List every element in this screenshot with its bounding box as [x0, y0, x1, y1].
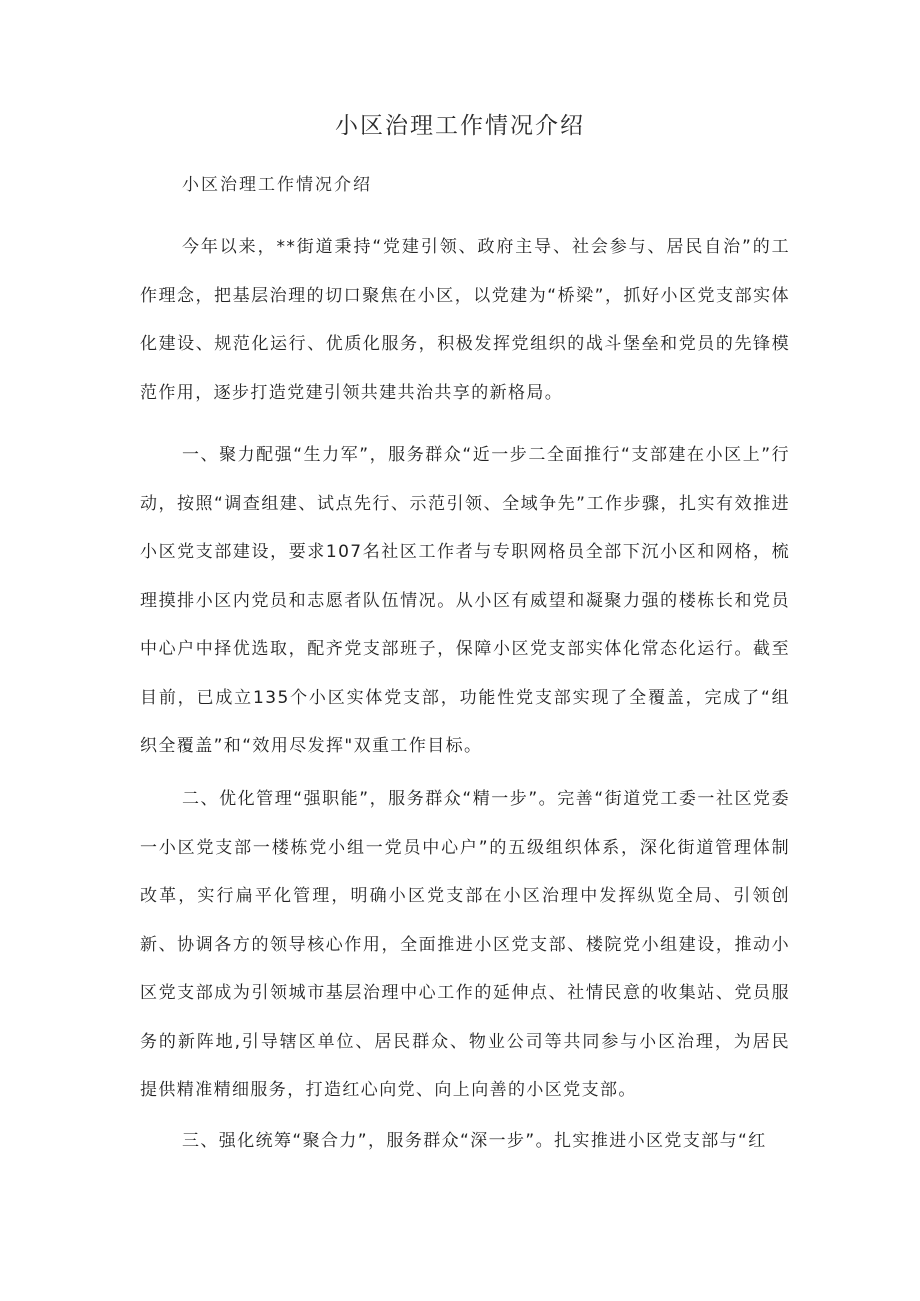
- document-title: 小区治理工作情况介绍: [335, 113, 585, 139]
- document-subtitle: 小区治理工作情况介绍: [182, 175, 372, 195]
- paragraph-intro: 今年以来，**街道秉持“党建引领、政府主导、社会参与、居民自治”的工作理念，把基层治理的切口聚焦在小区，以党建为“桥梁”，抓好小区党支部实体化建设、规范化运行、优质化服务，积极发挥党组织的战斗堡垒和党员的先锋模范作用，逐步打造党建引领共建共治共享的新格局。: [140, 237, 790, 403]
- paragraph-section-1: 一、聚力配强“生力军”，服务群众“近一步二全面推行“支部建在小区上”行动，按照“调查组建、试点先行、示范引领、全域争先”工作步骤，扎实有效推进小区党支部建设，要求107名社区工作者与专职网格员全部下沉小区和网格，梳理摸排小区内党员和志愿者队伍情况。从小区有威望和凝聚力强的楼栋长和党员中心户中择优选取，配齐党支部班子，保障小区党支部实体化常态化运行。截至目前，已成立135个小区实体党支部，功能性党支部实现了全覆盖，完成了“组织全覆盖”和“效用尽发挥"双重工作目标。: [140, 445, 790, 756]
- paragraph-section-3: 三、强化统筹“聚合力”，服务群众“深一步”。扎实推进小区党支部与“红: [182, 1131, 767, 1151]
- paragraph-section-2: 二、优化管理“强职能”，服务群众“精一步”。完善“街道党工委一社区党委一小区党支部一楼栋党小组一党员中心户”的五级组织体系，深化街道管理体制改革，实行扁平化管理，明确小区党支部在小区治理中发挥纵览全局、引领创新、协调各方的领导核心作用，全面推进小区党支部、楼院党小组建设，推动小区党支部成为引领城市基层治理中心工作的延伸点、社情民意的收集站、党员服务的新阵地,引导辖区单位、居民群众、物业公司等共同参与小区治理，为居民提供精准精细服务，打造红心向党、向上向善的小区党支部。: [140, 789, 790, 1100]
